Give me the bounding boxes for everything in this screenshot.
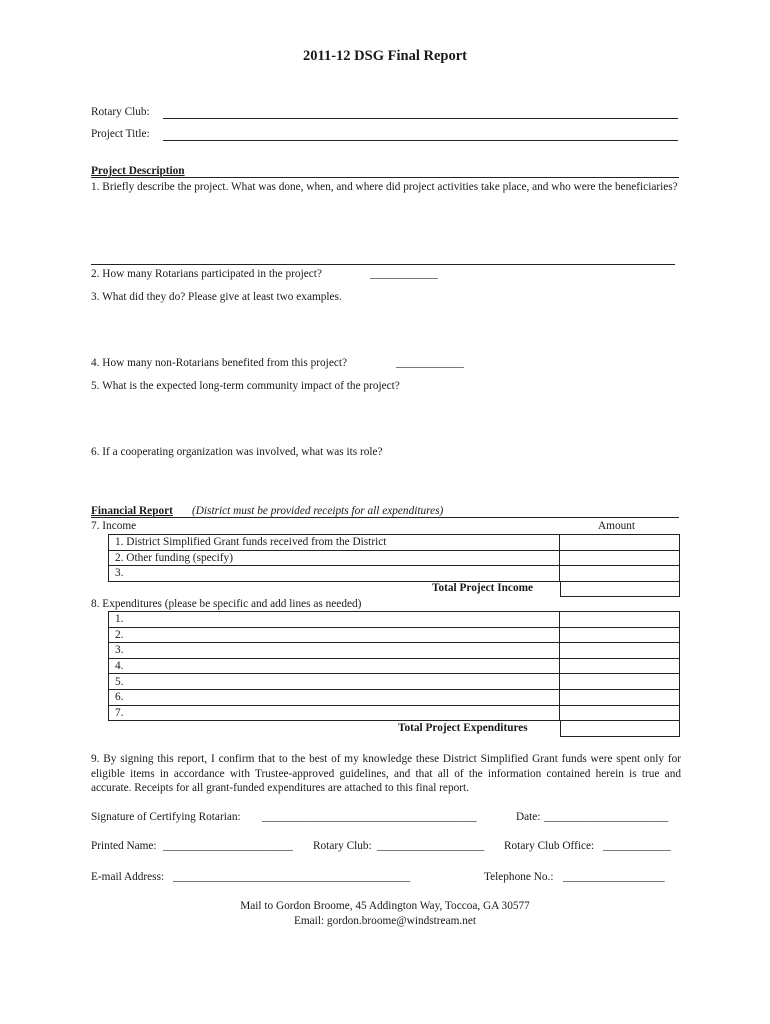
table-row: [109, 566, 680, 582]
table-row: [109, 689, 680, 705]
amount-cell[interactable]: [560, 566, 680, 582]
table-row: [109, 550, 680, 566]
section-divider: [91, 177, 679, 178]
amount-cell[interactable]: [560, 550, 680, 566]
project-title-field[interactable]: [163, 140, 678, 141]
page-title: 2011-12 DSG Final Report: [303, 48, 467, 64]
certification-statement: 9. By signing this report, I confirm that to the best of my knowledge these District Simplified Grant funds were spent only for eligible items in accordance with Trustee-approved guidelines, and that all of the information contained herein is true and accurate. Receipts for all grant-funded expenditures are attached to this final report.: [91, 753, 681, 794]
income-item: 3.: [109, 566, 560, 582]
project-title-label: Project Title:: [91, 128, 150, 140]
table-row: [109, 627, 680, 643]
expenditure-item: 5.: [109, 674, 560, 690]
amount-cell[interactable]: [560, 674, 680, 690]
rotary-club-label: Rotary Club:: [91, 106, 150, 118]
financial-report-note: (District must be provided receipts for all expenditures): [192, 505, 444, 517]
expenditure-item: 6.: [109, 689, 560, 705]
expenditures-label: 8. Expenditures (please be specific and add lines as needed): [91, 598, 362, 610]
amount-cell[interactable]: [560, 643, 680, 659]
amount-cell[interactable]: [560, 658, 680, 674]
amount-cell[interactable]: [560, 627, 680, 643]
date-label: Date:: [516, 811, 541, 823]
answer-4-blank[interactable]: ____________: [396, 357, 464, 369]
expenditure-item: 4.: [109, 658, 560, 674]
question-6: 6. If a cooperating organization was involved, what was its role?: [91, 446, 383, 458]
amount-cell[interactable]: [560, 705, 680, 721]
rotary-club-office-label: Rotary Club Office:: [504, 840, 595, 852]
income-table: [108, 534, 680, 582]
expenditure-item: 3.: [109, 643, 560, 659]
amount-cell[interactable]: [560, 535, 680, 551]
rotary-club-office-field[interactable]: ____________: [603, 840, 671, 852]
amount-label: Amount: [598, 520, 636, 532]
table-row: [109, 674, 680, 690]
question-1: 1. Briefly describe the project. What was done, when, and where did project activities take place, and who were the beneficiaries?: [91, 181, 678, 193]
email-label: E-mail Address:: [91, 871, 165, 883]
expenditure-item: 2.: [109, 627, 560, 643]
question-4: 4. How many non-Rotarians benefited from this project?: [91, 357, 347, 369]
expenditure-item: 1.: [109, 612, 560, 628]
total-income-cell[interactable]: [560, 581, 680, 597]
financial-report-heading: Financial Report: [91, 505, 173, 517]
telephone-field[interactable]: __________________: [563, 871, 665, 883]
signature-label: Signature of Certifying Rotarian:: [91, 811, 241, 823]
answer-1-line[interactable]: [91, 264, 675, 265]
email-field[interactable]: __________________________________________: [173, 871, 411, 883]
question-5: 5. What is the expected long-term community impact of the project?: [91, 380, 400, 392]
total-expenditures-cell[interactable]: [560, 721, 680, 737]
table-row: [109, 535, 680, 551]
section-divider: [91, 517, 679, 518]
total-expenditures-label: Total Project Expenditures: [398, 722, 528, 734]
expenditure-item: 7.: [109, 705, 560, 721]
question-2: 2. How many Rotarians participated in the project?: [91, 268, 322, 280]
expenditures-table: [108, 611, 680, 721]
table-row: [109, 643, 680, 659]
project-description-heading: Project Description: [91, 165, 185, 177]
printed-name-field[interactable]: _______________________: [163, 840, 293, 852]
total-income-label: Total Project Income: [432, 582, 534, 594]
table-row: [109, 705, 680, 721]
income-item: 1. District Simplified Grant funds received from the District: [109, 535, 560, 551]
income-label: 7. Income: [91, 520, 137, 532]
rotary-club-sig-label: Rotary Club:: [313, 840, 372, 852]
mail-to-line: Mail to Gordon Broome, 45 Addington Way, Toccoa, GA 30577: [240, 900, 530, 912]
amount-cell[interactable]: [560, 612, 680, 628]
table-row: [109, 612, 680, 628]
rotary-club-field[interactable]: [163, 118, 678, 119]
signature-field[interactable]: ______________________________________: [262, 811, 477, 823]
printed-name-label: Printed Name:: [91, 840, 157, 852]
telephone-label: Telephone No.:: [484, 871, 554, 883]
income-item: 2. Other funding (specify): [109, 550, 560, 566]
question-3: 3. What did they do? Please give at least two examples.: [91, 291, 342, 303]
table-row: [109, 658, 680, 674]
date-field[interactable]: ______________________: [544, 811, 669, 823]
contact-email-line: Email: gordon.broome@windstream.net: [293, 915, 476, 927]
answer-2-blank[interactable]: ____________: [370, 268, 438, 280]
rotary-club-sig-field[interactable]: ___________________: [377, 840, 485, 852]
amount-cell[interactable]: [560, 689, 680, 705]
